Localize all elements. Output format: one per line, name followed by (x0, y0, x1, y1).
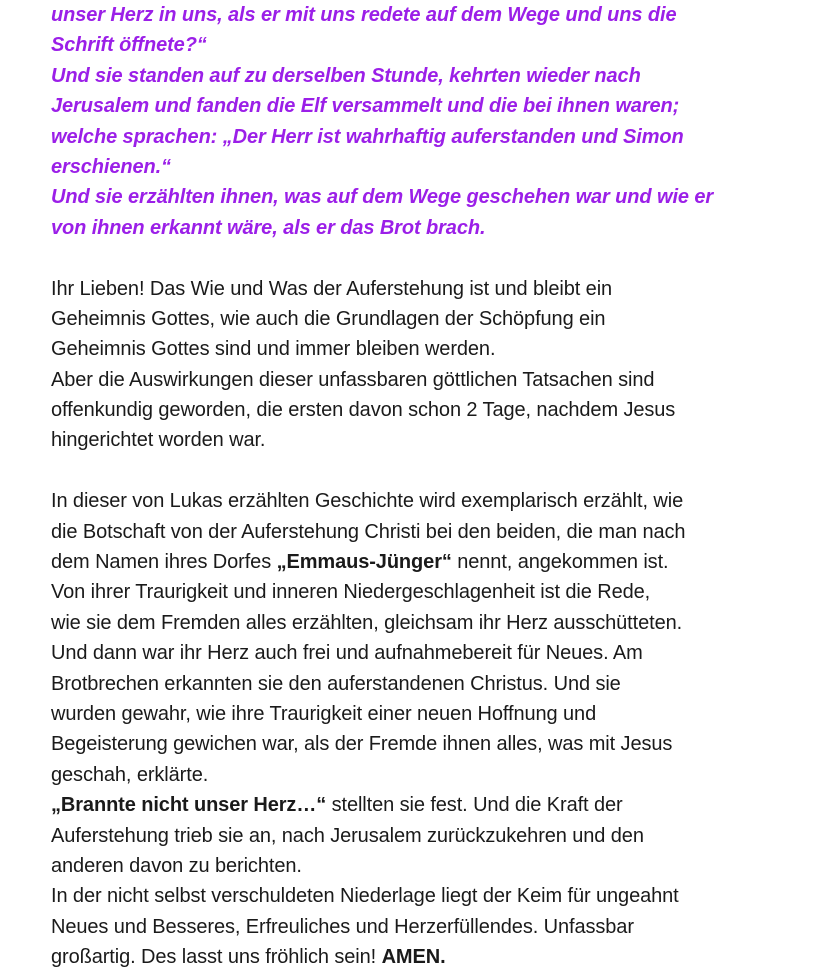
scripture-line: Und sie erzählten ihnen, was auf dem Wege geschehen war und wie er (51, 186, 714, 209)
text-run: nennt, angekommen ist. (451, 551, 669, 574)
paragraph-emmaus (51, 486, 811, 972)
text-line: die Botschaft von der Auferstehung Christi bei den beiden, die man nach (51, 520, 686, 543)
scripture-line: Jerusalem und fanden die Elf versammelt und die bei ihnen waren; (51, 95, 680, 118)
text-line: Begeisterung gewichen war, als der Fremde ihnen alles, was mit Jesus (51, 733, 673, 756)
text-line: anderen davon zu berichten. (51, 854, 302, 877)
text-run: dem Namen ihres Dorfes (51, 551, 277, 574)
emmaus-juenger-emphasis: „Emmaus-Jünger“ (276, 551, 452, 574)
scripture-line: Schrift öffnete?“ (51, 34, 207, 57)
text-line: Ihr Lieben! Das Wie und Was der Auferstehung ist und bleibt ein (51, 277, 613, 300)
text-line: offenkundig geworden, die ersten davon schon 2 Tage, nachdem Jesus (51, 399, 676, 422)
text-line (51, 942, 811, 972)
text-line: Aber die Auswirkungen dieser unfassbaren göttlichen Tatsachen sind (51, 368, 655, 391)
text-line: Geheimnis Gottes, wie auch die Grundlagen der Schöpfung ein (51, 307, 606, 330)
amen-emphasis: AMEN. (381, 946, 446, 969)
text-line (51, 547, 811, 577)
text-line: wie sie dem Fremden alles erzählten, gleichsam ihr Herz ausschütteten. (51, 611, 683, 634)
brannte-quote-emphasis: „Brannte nicht unser Herz…“ (51, 794, 327, 817)
text-line: Geheimnis Gottes sind und immer bleiben werden. (51, 338, 496, 361)
scripture-line: erschienen.“ (51, 155, 171, 178)
text-run: stellten sie fest. Und die Kraft der (326, 794, 623, 817)
text-line (51, 790, 811, 820)
text-run: großartig. Des lasst uns fröhlich sein! (51, 946, 382, 969)
scripture-line: von ihnen erkannt wäre, als er das Brot brach. (51, 216, 486, 239)
text-line: Von ihrer Traurigkeit und inneren Niedergeschlagenheit ist die Rede, (51, 581, 651, 604)
scripture-line: Und sie standen auf zu derselben Stunde, kehrten wieder nach (51, 64, 641, 87)
text-line: In der nicht selbst verschuldeten Niederlage liegt der Keim für ungeahnt (51, 885, 679, 908)
text-line: wurden gewahr, wie ihre Traurigkeit einer neuen Hoffnung und (51, 702, 597, 725)
text-line: Auferstehung trieb sie an, nach Jerusalem zurückzukehren und den (51, 824, 644, 847)
text-line: Und dann war ihr Herz auch frei und aufnahmebereit für Neues. Am (51, 642, 643, 665)
scripture-line: unser Herz in uns, als er mit uns redete auf dem Wege und uns die (51, 4, 677, 26)
text-line: Neues und Besseres, Erfreuliches und Herzerfüllendes. Unfassbar (51, 915, 634, 938)
paragraph-intro (51, 274, 811, 456)
text-line: In dieser von Lukas erzählten Geschichte wird exemplarisch erzählt, wie (51, 490, 684, 513)
text-line: Brotbrechen erkannten sie den auferstandenen Christus. Und sie (51, 672, 621, 695)
paragraph-gap (51, 243, 811, 273)
text-line: geschah, erklärte. (51, 763, 209, 786)
scripture-quote (51, 0, 811, 243)
document-page (51, 0, 811, 973)
text-line: hingerichtet worden war. (51, 429, 266, 452)
scripture-line: welche sprachen: „Der Herr ist wahrhaftig auferstanden und Simon (51, 125, 684, 148)
paragraph-gap (51, 456, 811, 486)
